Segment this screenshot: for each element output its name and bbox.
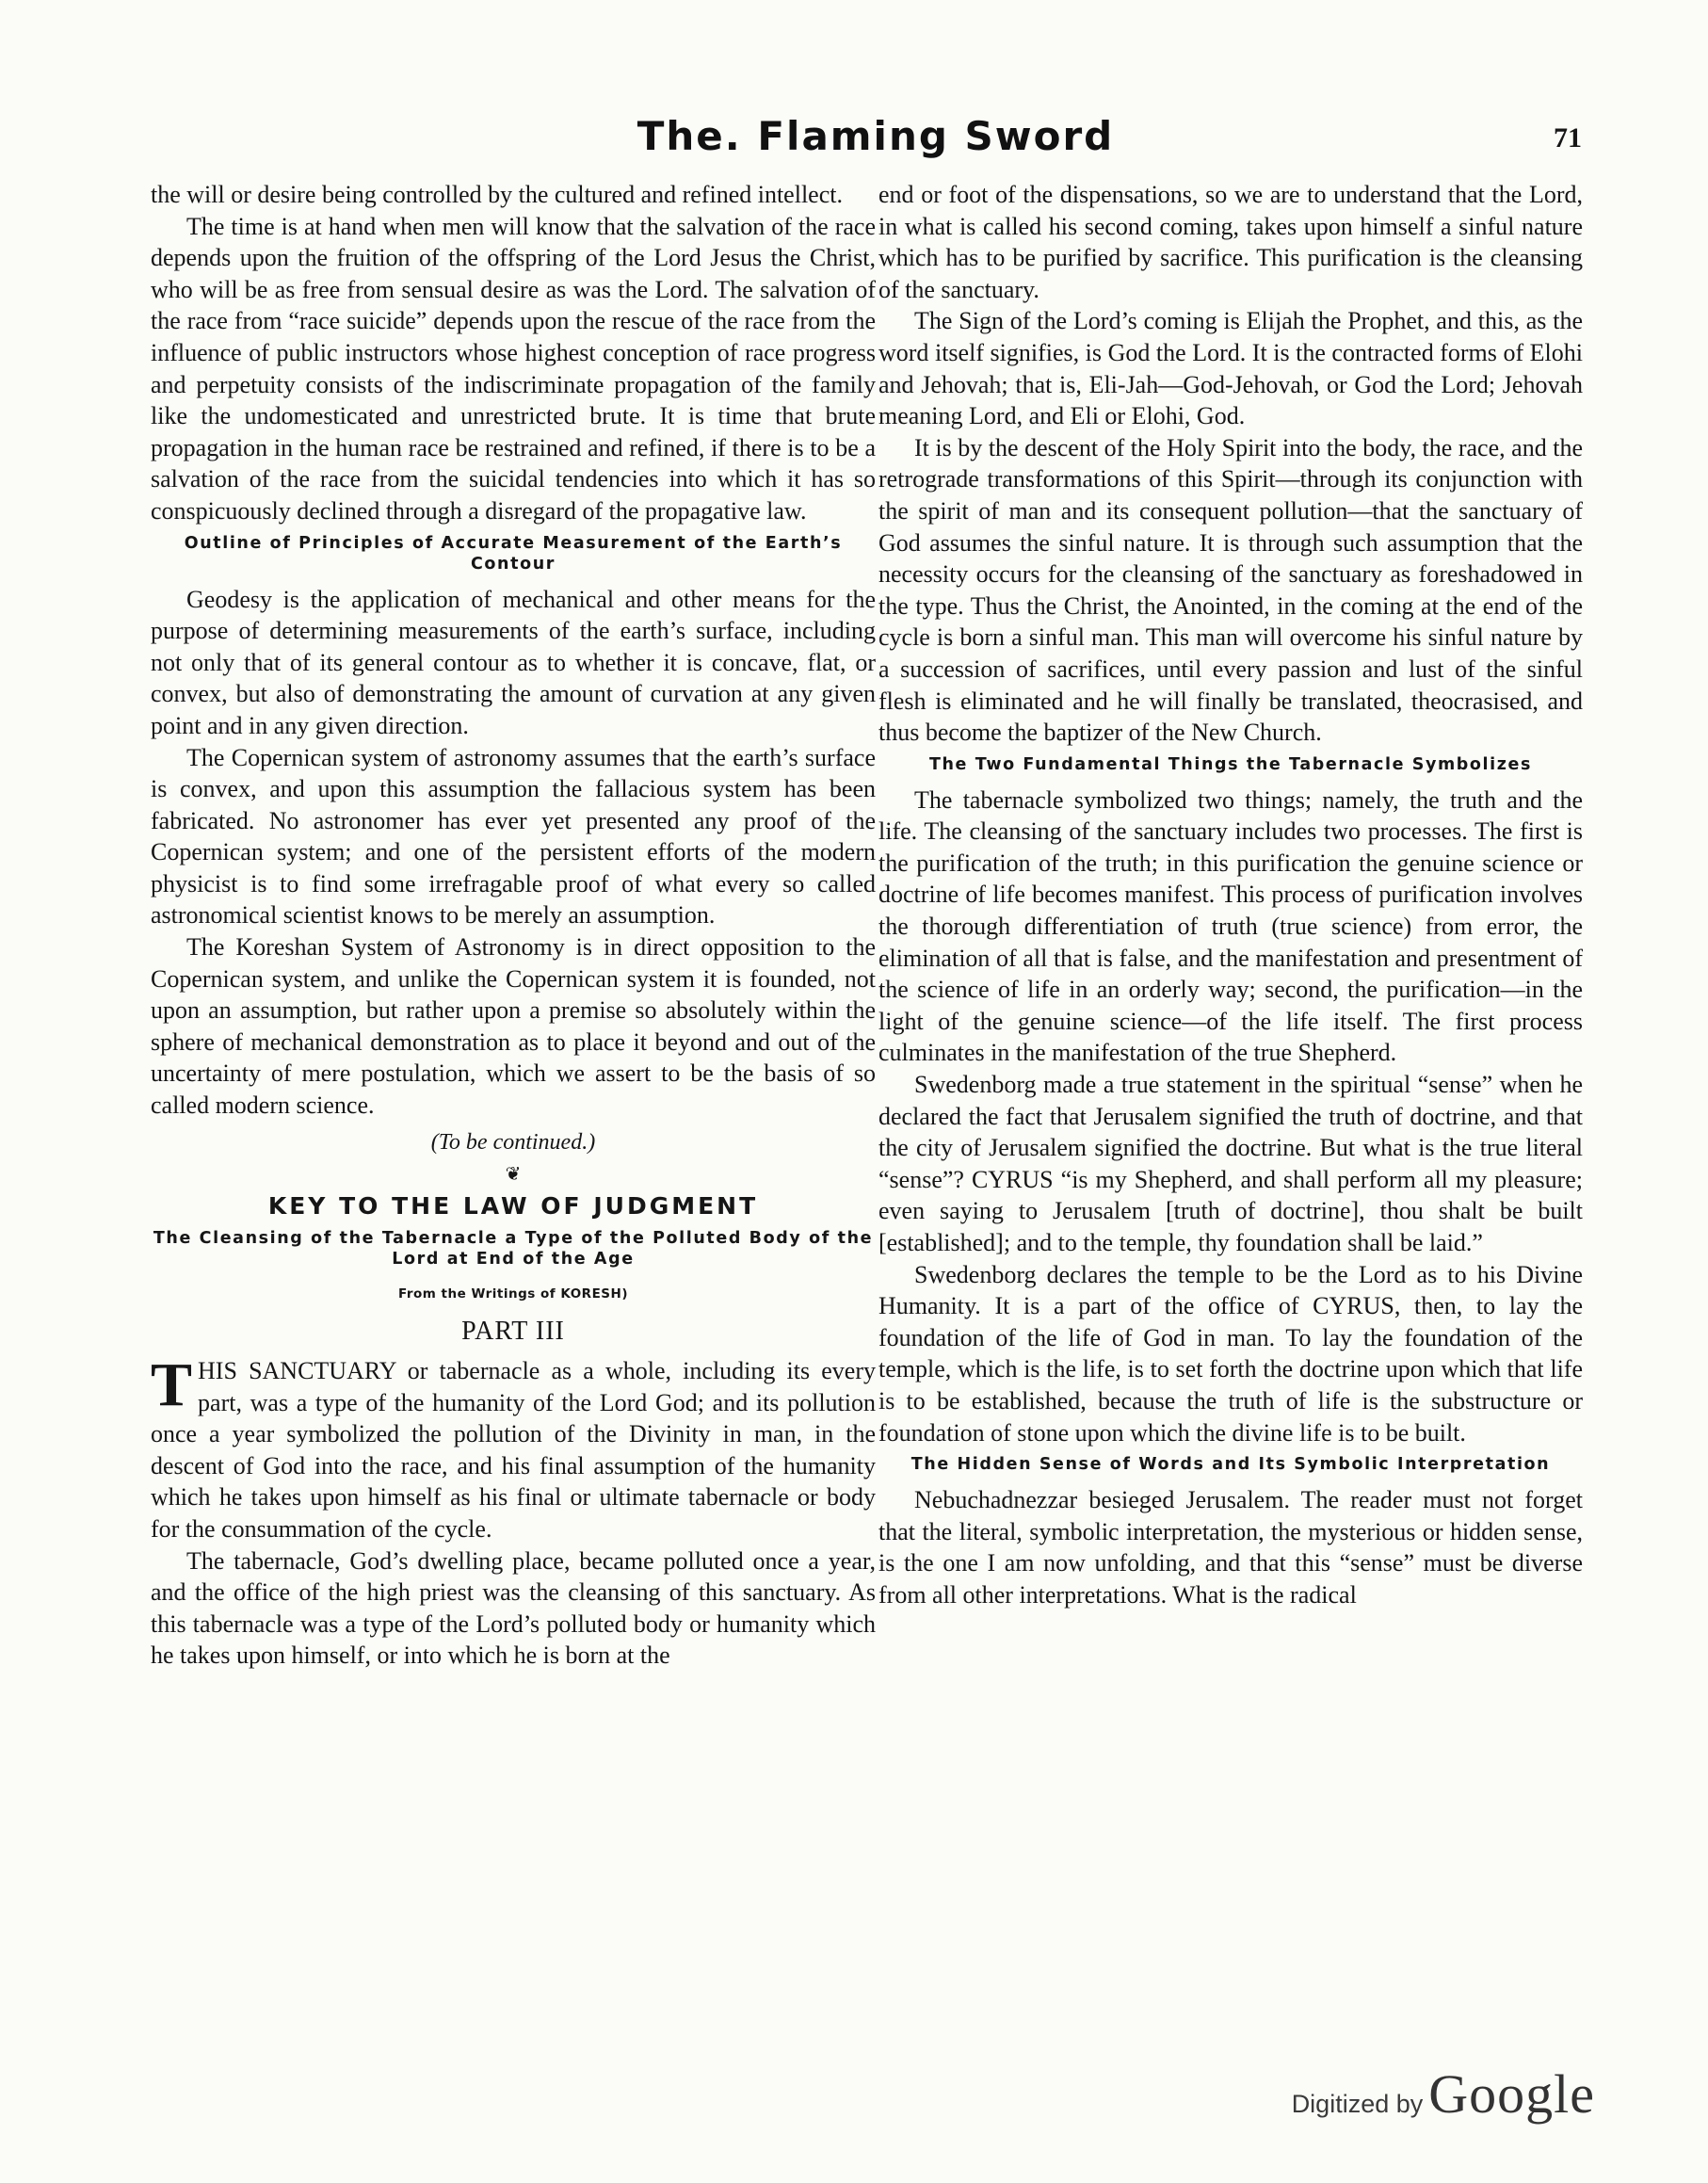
paragraph: Swedenborg made a true statement in the spiritual “sense” when he declared the fact that Jerusalem signified the truth of doctrine, and that the city of Jerusalem signified the doctrine. But what is the true literal “sense”? CYRUS “is my Shepherd, and shall perform all my pleasure; even saying to Jerusalem [truth of doctrine], thou shalt be built [established]; and to the temple, thy foundation shall be laid.” [878, 1071, 1583, 1256]
paragraph: Swedenborg declares the temple to be the Lord as to his Divine Humanity. It is a part of the office of CYRUS, then, to lay the foundation of the life of God in man. To lay the foundation of the temple, which is the life, is to set forth the doctrine upon which that life is to be established, because the truth of life is the substructure or foundation of stone upon which the divine life is to be built. [878, 1260, 1583, 1447]
watermark-text: Digitized by [1291, 2090, 1424, 2118]
paragraph-text: HIS SANCTUARY or tabernacle as a whole, including its every part, was a type of the humanity of the Lord God; and its pollution once a year symbolized the pollution of the Divinity in man, in the descent of God into the race, and his final assumption of the humanity which he takes upon himself as his final or ultimate tabernacle or body for the consummation of the cycle. [151, 1357, 876, 1543]
part-heading: PART III [461, 1317, 565, 1347]
paragraph: The Copernican system of astronomy assumes that the earth’s surface is convex, and upon this assumption the fallacious system has been fabricated. No astronomer has ever yet presented any proof of the Copernican system; and one of the persistent efforts of the modern physicist is to find some irrefragable proof of what every so called astronomical scientist knows to be merely an assumption. [151, 743, 876, 930]
continued-note: (To be continued.) [430, 1129, 596, 1155]
paragraph: The Sign of the Lord’s coming is Elijah the Prophet, and this, as the word itself signifies, is God the Lord. It is the contracted forms of Elohi and Jehovah; that is, Eli-Jah—God-Jehovah, or God the Lord; Jehovah meaning Lord, and Eli or Elohi, God. [878, 307, 1583, 430]
article-title: KEY TO THE LAW OF JUDGMENT [267, 1192, 759, 1221]
ornament-icon: ❦ [505, 1164, 522, 1186]
paragraph: The time is at hand when men will know that the salvation of the race depends upon the fruition of the offspring of the Lord Jesus the Christ, who will be as free from sensual desire as was the Lord. The salvation of the race from “race suicide” depends upon the rescue of the race from the influence of public instructors whose highest conception of race progress and perpetuity consists of the indiscriminate propagation of the family like the undomesticated and unrestricted brute. It is time that brute propagation in the human race be restrained and refined, if there is to be a salvation of the race from the suicidal tendencies into which it has so conspicuously declined through a disregard of the propagative law. [151, 212, 876, 525]
paragraph: The tabernacle symbolized two things; namely, the truth and the life. The cleansing of the sanctuary includes two processes. The first is the purification of the truth; in this purification the genuine science or doctrine of life becomes manifest. This process of purification involves the thorough differentiation of truth (true science) from error, the elimination of all that is false, and the manifestation and presentment of the science of life in an orderly way; second, the purification—in the light of the genuine science—of the life itself. The first process culminates in the manifestation of the true Shepherd. [878, 785, 1583, 1067]
section-subheading: The Hidden Sense of Words and Its Symbolic Interpretation [910, 1455, 1551, 1475]
paragraph: end or foot of the dispensations, so we are to understand that the Lord, in what is called his second coming, takes upon himself a sinful nature which has to be purified by sacrifice. This purification is the cleansing of the sanctuary. [878, 181, 1583, 303]
section-subheading: The Two Fundamental Things the Tabernacle Symbolizes [928, 754, 1533, 774]
digitized-watermark [1292, 2062, 1595, 2128]
right-column [878, 179, 1583, 1611]
left-column [151, 179, 876, 1672]
google-logo: Google [1428, 2063, 1595, 2125]
section-subheading: Outline of Principles of Accurate Measurement of the Earth’s Contour [184, 533, 843, 574]
paragraph: The tabernacle, God’s dwelling place, became polluted once a year, and the office of the high priest was the cleansing of this sanctuary. As this tabernacle was a type of the Lord’s polluted body or humanity which he takes upon himself, or into which he is born at the [151, 1546, 876, 1670]
paragraph: Geodesy is the application of mechanical and other means for the purpose of determining measurements of the earth’s surface, including not only that of its general contour as to whether it is concave, flat, or convex, but also of demonstrating the amount of curvation at any given point and in any given direction. [151, 585, 876, 739]
journal-title: The. Flaming Sword [636, 113, 1115, 159]
paragraph [151, 1350, 876, 1545]
paragraph: The Koreshan System of Astronomy is in direct opposition to the Copernican system, and unlike the Copernican system it is founded, not upon an assumption, but rather upon a premise so absolutely within the sphere of mechanical demonstration as to place it beyond and out of the uncertainty of mere postulation, which we assert to be the basis of so called modern science. [151, 933, 876, 1120]
page-number: 71 [1554, 122, 1582, 154]
paragraph: Nebuchadnezzar besieged Jerusalem. The reader must not forget that the literal, symbolic interpretation, the mysterious or hidden sense, is the one I am now unfolding, and that this “sense” must be diverse from all other interpretations. What is the radical [878, 1486, 1583, 1609]
paragraph: It is by the descent of the Holy Spirit into the body, the race, and the retrograde transformations of this Spirit—through its conjunction with the spirit of man and its consequent pollution—that the sanctuary of God assumes the sinful nature. It is through such assumption that the necessity occurs for the cleansing of the sanctuary as foreshadowed in the type. Thus the Christ, the Anointed, in the coming at the end of the cycle is born a sinful man. This man will overcome his sinful nature by a succession of sacrifices, until every passion and lust of the sinful flesh is eliminated and he will finally be translated, theocrasised, and thus become the baptizer of the New Church. [878, 433, 1583, 747]
paragraph: the will or desire being controlled by the cultured and refined intellect. [151, 181, 843, 208]
drop-cap: T [151, 1350, 193, 1419]
article-subtitle: The Cleansing of the Tabernacle a Type of the Polluted Body of the Lord at End of the Age [153, 1228, 874, 1269]
byline: From the Writings of KORESH) [398, 1286, 628, 1302]
running-header [151, 113, 1601, 170]
